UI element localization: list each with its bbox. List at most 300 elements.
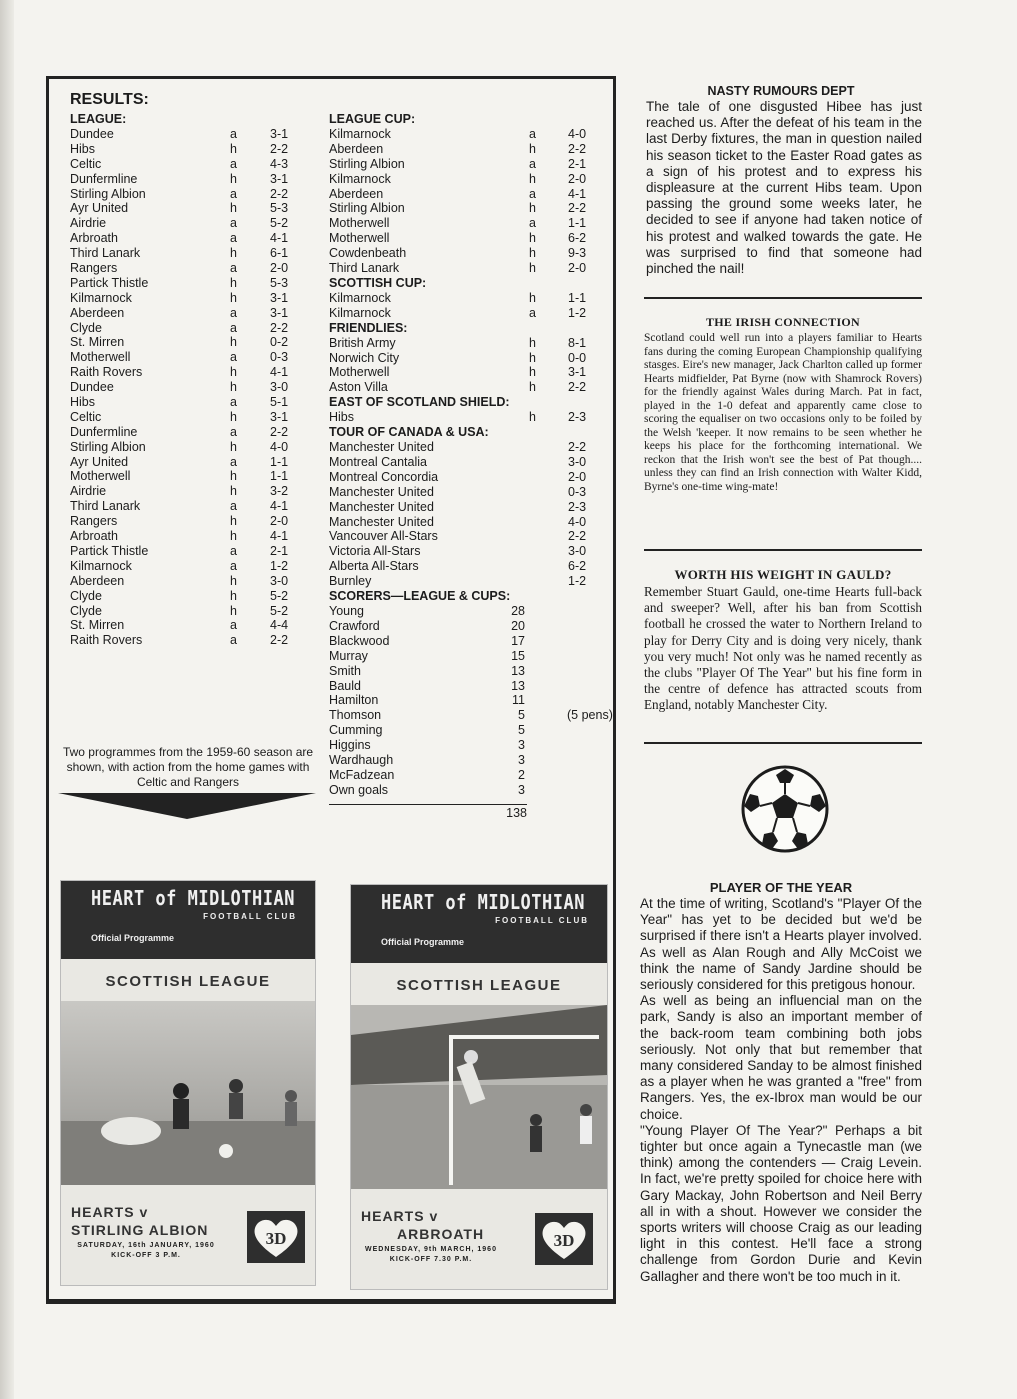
- result-row: [329, 380, 614, 395]
- score: 5-2: [270, 216, 289, 231]
- score: 2-2: [270, 633, 289, 648]
- result-row: [70, 365, 320, 380]
- opponent: St. Mirren: [70, 335, 125, 350]
- score: 0-0: [568, 350, 587, 365]
- result-row: [70, 142, 320, 157]
- result-row: [329, 172, 614, 187]
- result-row: [329, 470, 614, 485]
- programme-masthead: [61, 881, 315, 959]
- venue: h: [529, 261, 536, 276]
- opponent: Clyde: [70, 320, 102, 335]
- opponent: Third Lanark: [70, 246, 141, 261]
- opponent: Norwich City: [329, 350, 400, 365]
- venue: a: [230, 543, 237, 558]
- match-photo-icon: [61, 1001, 315, 1185]
- scorer-name: Higgins: [329, 738, 371, 753]
- scorer-name: Blackwood: [329, 633, 390, 648]
- venue: h: [230, 529, 237, 544]
- score: 2-2: [568, 529, 587, 544]
- result-row: [329, 291, 614, 306]
- result-row: [70, 469, 320, 484]
- score: 0-3: [568, 484, 587, 499]
- result-row: [70, 514, 320, 529]
- score: 8-1: [568, 335, 587, 350]
- score: 1-1: [270, 469, 289, 484]
- opponent: Hibs: [70, 395, 96, 410]
- scorer-name: Thomson: [329, 708, 382, 723]
- divider: [644, 549, 922, 551]
- programme-kickoff: KICK-OFF 3 P.M.: [111, 1252, 181, 1259]
- opponent: Ayr United: [70, 454, 129, 469]
- player-of-year-p2: As well as being an influencial man on the park, Sandy is also an important member of the back-room team combining both jobs seriously. Not only that but remember that many considered Sanday to be almost finished as a player when he was granted a "free" from Rangers. Yes, the ex-Ibrox man would be our choice.: [640, 993, 922, 1122]
- opponent: Stirling Albion: [329, 156, 405, 171]
- opponent: Aberdeen: [329, 186, 384, 201]
- score: 2-0: [568, 261, 587, 276]
- cups-column: [329, 112, 614, 798]
- programme-kickoff: KICK-OFF 7.30 P.M.: [389, 1256, 473, 1263]
- opponent: Kilmarnock: [329, 305, 391, 320]
- result-row: [329, 515, 614, 530]
- venue: h: [529, 231, 536, 246]
- nasty-rumours-body: The tale of one disgusted Hibee has just reached us. After the defeat of his team in the last Derby fixtures, the man in question nailed his season ticket to the Easter Road gates as a sign of his protest and to express his displeasure at the current Hibs team. Upon passing the ground some weeks later, he decided to see if anyone had taken notice of his protest and walked towards the gate. He was surprised to find that someone had pinched the nail!: [646, 99, 922, 277]
- programme-official: Official Programme: [381, 937, 465, 947]
- scottish-cup-list: [329, 291, 614, 321]
- league-results-column: [70, 112, 320, 648]
- result-row: [329, 529, 614, 544]
- score: 3-0: [270, 380, 289, 395]
- result-row: [70, 276, 320, 291]
- opponent: Third Lanark: [70, 499, 141, 514]
- score: 3-1: [270, 171, 289, 186]
- arrow-down-icon: [58, 791, 316, 821]
- friendlies-list: [329, 336, 614, 396]
- result-row: [329, 201, 614, 216]
- scorer-name: Wardhaugh: [329, 752, 394, 767]
- programme-fc: FOOTBALL CLUB: [203, 912, 297, 921]
- opponent: British Army: [329, 335, 396, 350]
- result-row: [70, 231, 320, 246]
- programme-club-name: HEART of MIDLOTHIAN: [91, 887, 295, 911]
- score: 2-2: [270, 186, 289, 201]
- opponent: Kilmarnock: [329, 290, 391, 305]
- score: 4-1: [270, 529, 289, 544]
- scorer-name: Hamilton: [329, 693, 379, 708]
- tour-heading: TOUR OF CANADA & USA:: [329, 425, 489, 440]
- goal-count: 20: [511, 618, 525, 633]
- result-row: [70, 410, 320, 425]
- venue: a: [230, 127, 237, 141]
- opponent: Kilmarnock: [329, 171, 391, 186]
- result-row: [70, 261, 320, 276]
- venue: a: [529, 305, 536, 320]
- venue: a: [529, 127, 536, 141]
- score: 3-1: [568, 365, 587, 380]
- opponent: Cowdenbeath: [329, 246, 407, 261]
- opponent: Stirling Albion: [70, 186, 146, 201]
- score: 0-3: [270, 350, 289, 365]
- venue: a: [230, 395, 237, 410]
- programme-fc: FOOTBALL CLUB: [495, 916, 589, 925]
- goal-count: 3: [518, 752, 525, 767]
- scorer-row: [329, 679, 614, 694]
- opponent: Rangers: [70, 514, 118, 529]
- league-cup-list: [329, 127, 614, 276]
- scorers-list: [329, 604, 614, 798]
- score: 4-0: [568, 514, 587, 529]
- score: 2-3: [568, 499, 587, 514]
- football-icon: [740, 764, 830, 854]
- venue: a: [529, 156, 536, 171]
- result-row: [70, 380, 320, 395]
- league-cup-heading: LEAGUE CUP:: [329, 112, 416, 126]
- goal-count: 28: [511, 604, 525, 619]
- goal-count: 11: [512, 693, 525, 708]
- scorer-name: Cumming: [329, 723, 383, 738]
- opponent: Ayr United: [70, 201, 129, 216]
- result-row: [329, 142, 614, 157]
- score: 5-2: [270, 603, 289, 618]
- score: 2-0: [270, 514, 289, 529]
- irish-connection-article: [644, 315, 922, 494]
- score: 4-1: [270, 499, 289, 514]
- opponent: Dundee: [70, 127, 114, 141]
- opponent: Kilmarnock: [70, 290, 132, 305]
- venue: h: [529, 246, 536, 261]
- result-row: [70, 157, 320, 172]
- score: 1-1: [270, 454, 289, 469]
- result-row: [329, 544, 614, 559]
- result-row: [70, 425, 320, 440]
- programme-price: 3D: [265, 1229, 287, 1248]
- programme-cover-stirling: [60, 880, 316, 1286]
- opponent: Motherwell: [70, 469, 131, 484]
- score: 6-1: [270, 246, 289, 261]
- venue: a: [230, 305, 237, 320]
- result-row: [70, 306, 320, 321]
- venue: h: [230, 469, 237, 484]
- score: 3-1: [270, 127, 289, 141]
- opponent: Hibs: [70, 141, 96, 156]
- opponent: Kilmarnock: [70, 558, 132, 573]
- gauld-title: WORTH HIS WEIGHT IN GAULD?: [674, 567, 892, 582]
- score: 2-3: [568, 410, 587, 425]
- programme-cover-arbroath: [350, 884, 608, 1290]
- irish-connection-body: Scotland could well run into a players familiar to Hearts fans during the coming European Championship qualifying stasges. Eire's new manager, Jack Charlton called up former Hearts midfielder, Pat Byrne (now with Shamrock Rovers) for the friendly against Wales during March. Pat in fact, played in the 1-0 defeat and apparently came close to scoring the equaliser on two occasions only to be foiled by the Welsh 'keeper. It now remains to be seen whether he keeps his place for the forthcoming international. We reckon that the Irish won't see the best of Pat though.... unless they can find an Irish connection with Walter Kidd, Byrne's one-time wing-mate!: [644, 332, 922, 493]
- scorer-row: [329, 634, 614, 649]
- goal-count: 17: [511, 633, 525, 648]
- score: 5-2: [270, 588, 289, 603]
- score: 9-3: [568, 246, 587, 261]
- score: 4-0: [568, 127, 587, 141]
- score: 1-1: [568, 290, 587, 305]
- heart-price-icon: [535, 1213, 593, 1265]
- opponent: Aston Villa: [329, 380, 388, 395]
- result-row: [329, 410, 614, 425]
- venue: h: [230, 275, 237, 290]
- result-row: [329, 336, 614, 351]
- opponent: Stirling Albion: [70, 439, 146, 454]
- opponent: Motherwell: [70, 350, 131, 365]
- score: 2-2: [568, 141, 587, 156]
- venue: a: [230, 231, 237, 246]
- result-row: [70, 291, 320, 306]
- venue: h: [230, 409, 237, 424]
- programme-club-name: HEART of MIDLOTHIAN: [381, 891, 585, 915]
- result-row: [70, 604, 320, 619]
- tour-list: [329, 440, 614, 589]
- result-row: [70, 335, 320, 350]
- score: 5-3: [270, 275, 289, 290]
- programme-official: Official Programme: [91, 933, 175, 943]
- result-row: [70, 246, 320, 261]
- league-heading: LEAGUE:: [70, 112, 127, 126]
- result-row: [70, 201, 320, 216]
- goal-count: 13: [511, 678, 525, 693]
- venue: a: [230, 499, 237, 514]
- venue: h: [230, 439, 237, 454]
- opponent: Third Lanark: [329, 261, 400, 276]
- score: 4-1: [568, 186, 587, 201]
- scorers-total: 138: [329, 804, 527, 820]
- page-gutter: [0, 0, 14, 1399]
- opponent: Airdrie: [70, 216, 107, 231]
- venue: a: [230, 320, 237, 335]
- scorer-row: [329, 664, 614, 679]
- opponent: Montreal Cantalia: [329, 455, 427, 470]
- score: 6-2: [568, 559, 587, 574]
- opponent: Dunfermline: [70, 424, 138, 439]
- venue: h: [230, 171, 237, 186]
- venue: h: [230, 514, 237, 529]
- programme-home: HEARTS v: [361, 1208, 439, 1224]
- opponent: Airdrie: [70, 484, 107, 499]
- score: 2-0: [568, 171, 587, 186]
- score: 4-1: [270, 231, 289, 246]
- scorer-row: [329, 753, 614, 768]
- result-row: [70, 484, 320, 499]
- result-row: [70, 127, 320, 142]
- scorer-row: [329, 708, 614, 723]
- opponent: Manchester United: [329, 499, 434, 514]
- result-row: [329, 246, 614, 261]
- result-row: [329, 216, 614, 231]
- scorer-row: [329, 604, 614, 619]
- opponent: Victoria All-Stars: [329, 544, 421, 559]
- result-row: [329, 231, 614, 246]
- venue: a: [230, 350, 237, 365]
- programmes-caption: Two programmes from the 1959-60 season are shown, with action from the home games with Celtic and Rangers: [62, 745, 314, 789]
- scorer-row: [329, 738, 614, 753]
- result-row: [70, 172, 320, 187]
- scorer-name: Young: [329, 604, 364, 619]
- opponent: Celtic: [70, 156, 102, 171]
- programme-price: 3D: [553, 1231, 575, 1250]
- results-heading: RESULTS:: [70, 91, 149, 108]
- result-row: [70, 618, 320, 633]
- east-shield-list: [329, 410, 614, 425]
- opponent: Raith Rovers: [70, 633, 143, 648]
- venue: a: [230, 454, 237, 469]
- result-row: [329, 500, 614, 515]
- scorers-heading: SCORERS—LEAGUE & CUPS:: [329, 589, 511, 604]
- opponent: Motherwell: [329, 231, 390, 246]
- programme-league: SCOTTISH LEAGUE: [105, 973, 271, 990]
- opponent: Rangers: [70, 261, 118, 276]
- opponent: Aberdeen: [70, 305, 125, 320]
- opponent: Dunfermline: [70, 171, 138, 186]
- opponent: Clyde: [70, 588, 102, 603]
- venue: h: [529, 350, 536, 365]
- result-row: [70, 395, 320, 410]
- score: 2-2: [568, 201, 587, 216]
- venue: h: [230, 335, 237, 350]
- opponent: Partick Thistle: [70, 543, 149, 558]
- opponent: Manchester United: [329, 484, 434, 499]
- result-row: [70, 499, 320, 514]
- opponent: Burnley: [329, 574, 372, 589]
- score: 2-2: [568, 380, 587, 395]
- score: 2-2: [270, 424, 289, 439]
- gauld-body: Remember Stuart Gauld, one-time Hearts full-back and sweeper? Well, after his ban from Scottish football he crossed the water to Northern Ireland to play for Derry City and is doing very nicely, thank you very much! Not only was he named recently as the clubs "Player Of The Year" but his fine form in the centre of defence has attracted scouts from England, notably Manchester City.: [644, 584, 922, 713]
- score: 4-1: [270, 365, 289, 380]
- score: 3-0: [568, 544, 587, 559]
- player-of-year-p3: "Young Player Of The Year?" Perhaps a bit tighter but once again a Tynecastle man (we think) among the contenders — Craig Levein. In fact, we're pretty spoiled for choice here with Gary Mackay, John Robertson and Neil Berry all in with a shout. However we consider the sports writers will choose Craig as our leading light in this contest. He'll face a strong challenge from Gordon Durie and Kevin Gallagher and there won't be too much in it.: [640, 1122, 922, 1284]
- scorer-name: Own goals: [329, 782, 389, 797]
- venue: a: [230, 186, 237, 201]
- score: 6-2: [568, 231, 587, 246]
- scorer-row: [329, 723, 614, 738]
- score: 1-2: [270, 558, 289, 573]
- scorer-row: [329, 768, 614, 783]
- score: 3-2: [270, 484, 289, 499]
- result-row: [329, 485, 614, 500]
- match-photo-icon: [351, 1005, 607, 1189]
- result-row: [329, 574, 614, 589]
- scorer-row: [329, 619, 614, 634]
- venue: h: [230, 365, 237, 380]
- programme-date: WEDNESDAY, 9th MARCH, 1960: [365, 1246, 497, 1253]
- player-of-year-p1: At the time of writing, Scotland's "Player Of the Year" has yet to be decided but we'd be surprised if there isn't a Hearts player involved. As well as Alan Rough and Ally McCoist we think the name of Sandy Jardine should be seriously considered for this pretigous honour.: [640, 896, 922, 993]
- result-row: [70, 187, 320, 202]
- venue: a: [230, 424, 237, 439]
- goal-count: 5: [518, 708, 525, 723]
- divider: [644, 742, 922, 744]
- venue: a: [529, 186, 536, 201]
- opponent: Alberta All-Stars: [329, 559, 419, 574]
- nasty-rumours-title: NASTY RUMOURS DEPT: [707, 84, 855, 98]
- venue: h: [230, 573, 237, 588]
- scottish-cup-heading: SCOTTISH CUP:: [329, 275, 427, 290]
- opponent: Kilmarnock: [329, 127, 391, 141]
- scorer-name: Bauld: [329, 678, 361, 693]
- scorer-name: Crawford: [329, 618, 380, 633]
- opponent: Hibs: [329, 410, 355, 425]
- result-row: [70, 633, 320, 648]
- score: 3-0: [270, 573, 289, 588]
- friendlies-heading: FRIENDLIES:: [329, 320, 408, 335]
- opponent: Raith Rovers: [70, 365, 143, 380]
- venue: h: [230, 246, 237, 261]
- programme-date-block: [71, 1241, 221, 1261]
- result-row: [70, 529, 320, 544]
- player-of-year-article: [640, 880, 922, 1285]
- irish-connection-title: THE IRISH CONNECTION: [705, 315, 861, 329]
- score: 2-2: [270, 141, 289, 156]
- player-of-year-title: PLAYER OF THE YEAR: [709, 880, 853, 895]
- scorer-row: [329, 693, 614, 708]
- divider: [644, 297, 922, 299]
- result-row: [329, 559, 614, 574]
- result-row: [70, 321, 320, 336]
- score: 2-0: [270, 261, 289, 276]
- venue: h: [529, 141, 536, 156]
- opponent: Stirling Albion: [329, 201, 405, 216]
- result-row: [70, 455, 320, 470]
- result-row: [329, 261, 614, 276]
- gauld-article: [644, 567, 922, 714]
- venue: h: [230, 380, 237, 395]
- opponent: Vancouver All-Stars: [329, 529, 438, 544]
- goal-count: 13: [511, 663, 525, 678]
- venue: h: [230, 588, 237, 603]
- result-row: [329, 351, 614, 366]
- opponent: Clyde: [70, 603, 102, 618]
- scorer-name: Smith: [329, 663, 361, 678]
- venue: h: [529, 335, 536, 350]
- result-row: [329, 455, 614, 470]
- opponent: Motherwell: [329, 216, 390, 231]
- score: 3-1: [270, 290, 289, 305]
- scorer-row: [329, 783, 614, 798]
- result-row: [70, 350, 320, 365]
- score: 2-2: [568, 440, 587, 455]
- programme-masthead: [351, 885, 607, 963]
- nasty-rumours-article: [640, 84, 922, 277]
- score: 5-3: [270, 201, 289, 216]
- score: 1-1: [568, 216, 587, 231]
- opponent: Partick Thistle: [70, 275, 149, 290]
- programme-league: SCOTTISH LEAGUE: [396, 977, 562, 994]
- venue: h: [529, 365, 536, 380]
- result-row: [329, 365, 614, 380]
- programme-date-block: [361, 1245, 501, 1265]
- goal-count: 3: [518, 738, 525, 753]
- score: 4-3: [270, 156, 289, 171]
- result-row: [70, 216, 320, 231]
- opponent: St. Mirren: [70, 618, 125, 633]
- venue: a: [230, 618, 237, 633]
- programme-away: ARBROATH: [397, 1226, 485, 1242]
- result-row: [70, 440, 320, 455]
- venue: h: [230, 484, 237, 499]
- opponent: Manchester United: [329, 514, 434, 529]
- programme-fixture: [71, 1203, 208, 1239]
- result-row: [70, 544, 320, 559]
- score: 4-4: [270, 618, 289, 633]
- programme-away: STIRLING ALBION: [71, 1222, 209, 1238]
- goal-count: 5: [518, 723, 525, 738]
- venue: a: [230, 633, 237, 648]
- score: 2-1: [270, 543, 289, 558]
- score: 3-1: [270, 305, 289, 320]
- score: 4-0: [270, 439, 289, 454]
- result-row: [329, 306, 614, 321]
- result-row: [329, 440, 614, 455]
- opponent: Aberdeen: [329, 141, 384, 156]
- score: 3-0: [568, 455, 587, 470]
- scorer-name: McFadzean: [329, 767, 395, 782]
- score: 2-0: [568, 469, 587, 484]
